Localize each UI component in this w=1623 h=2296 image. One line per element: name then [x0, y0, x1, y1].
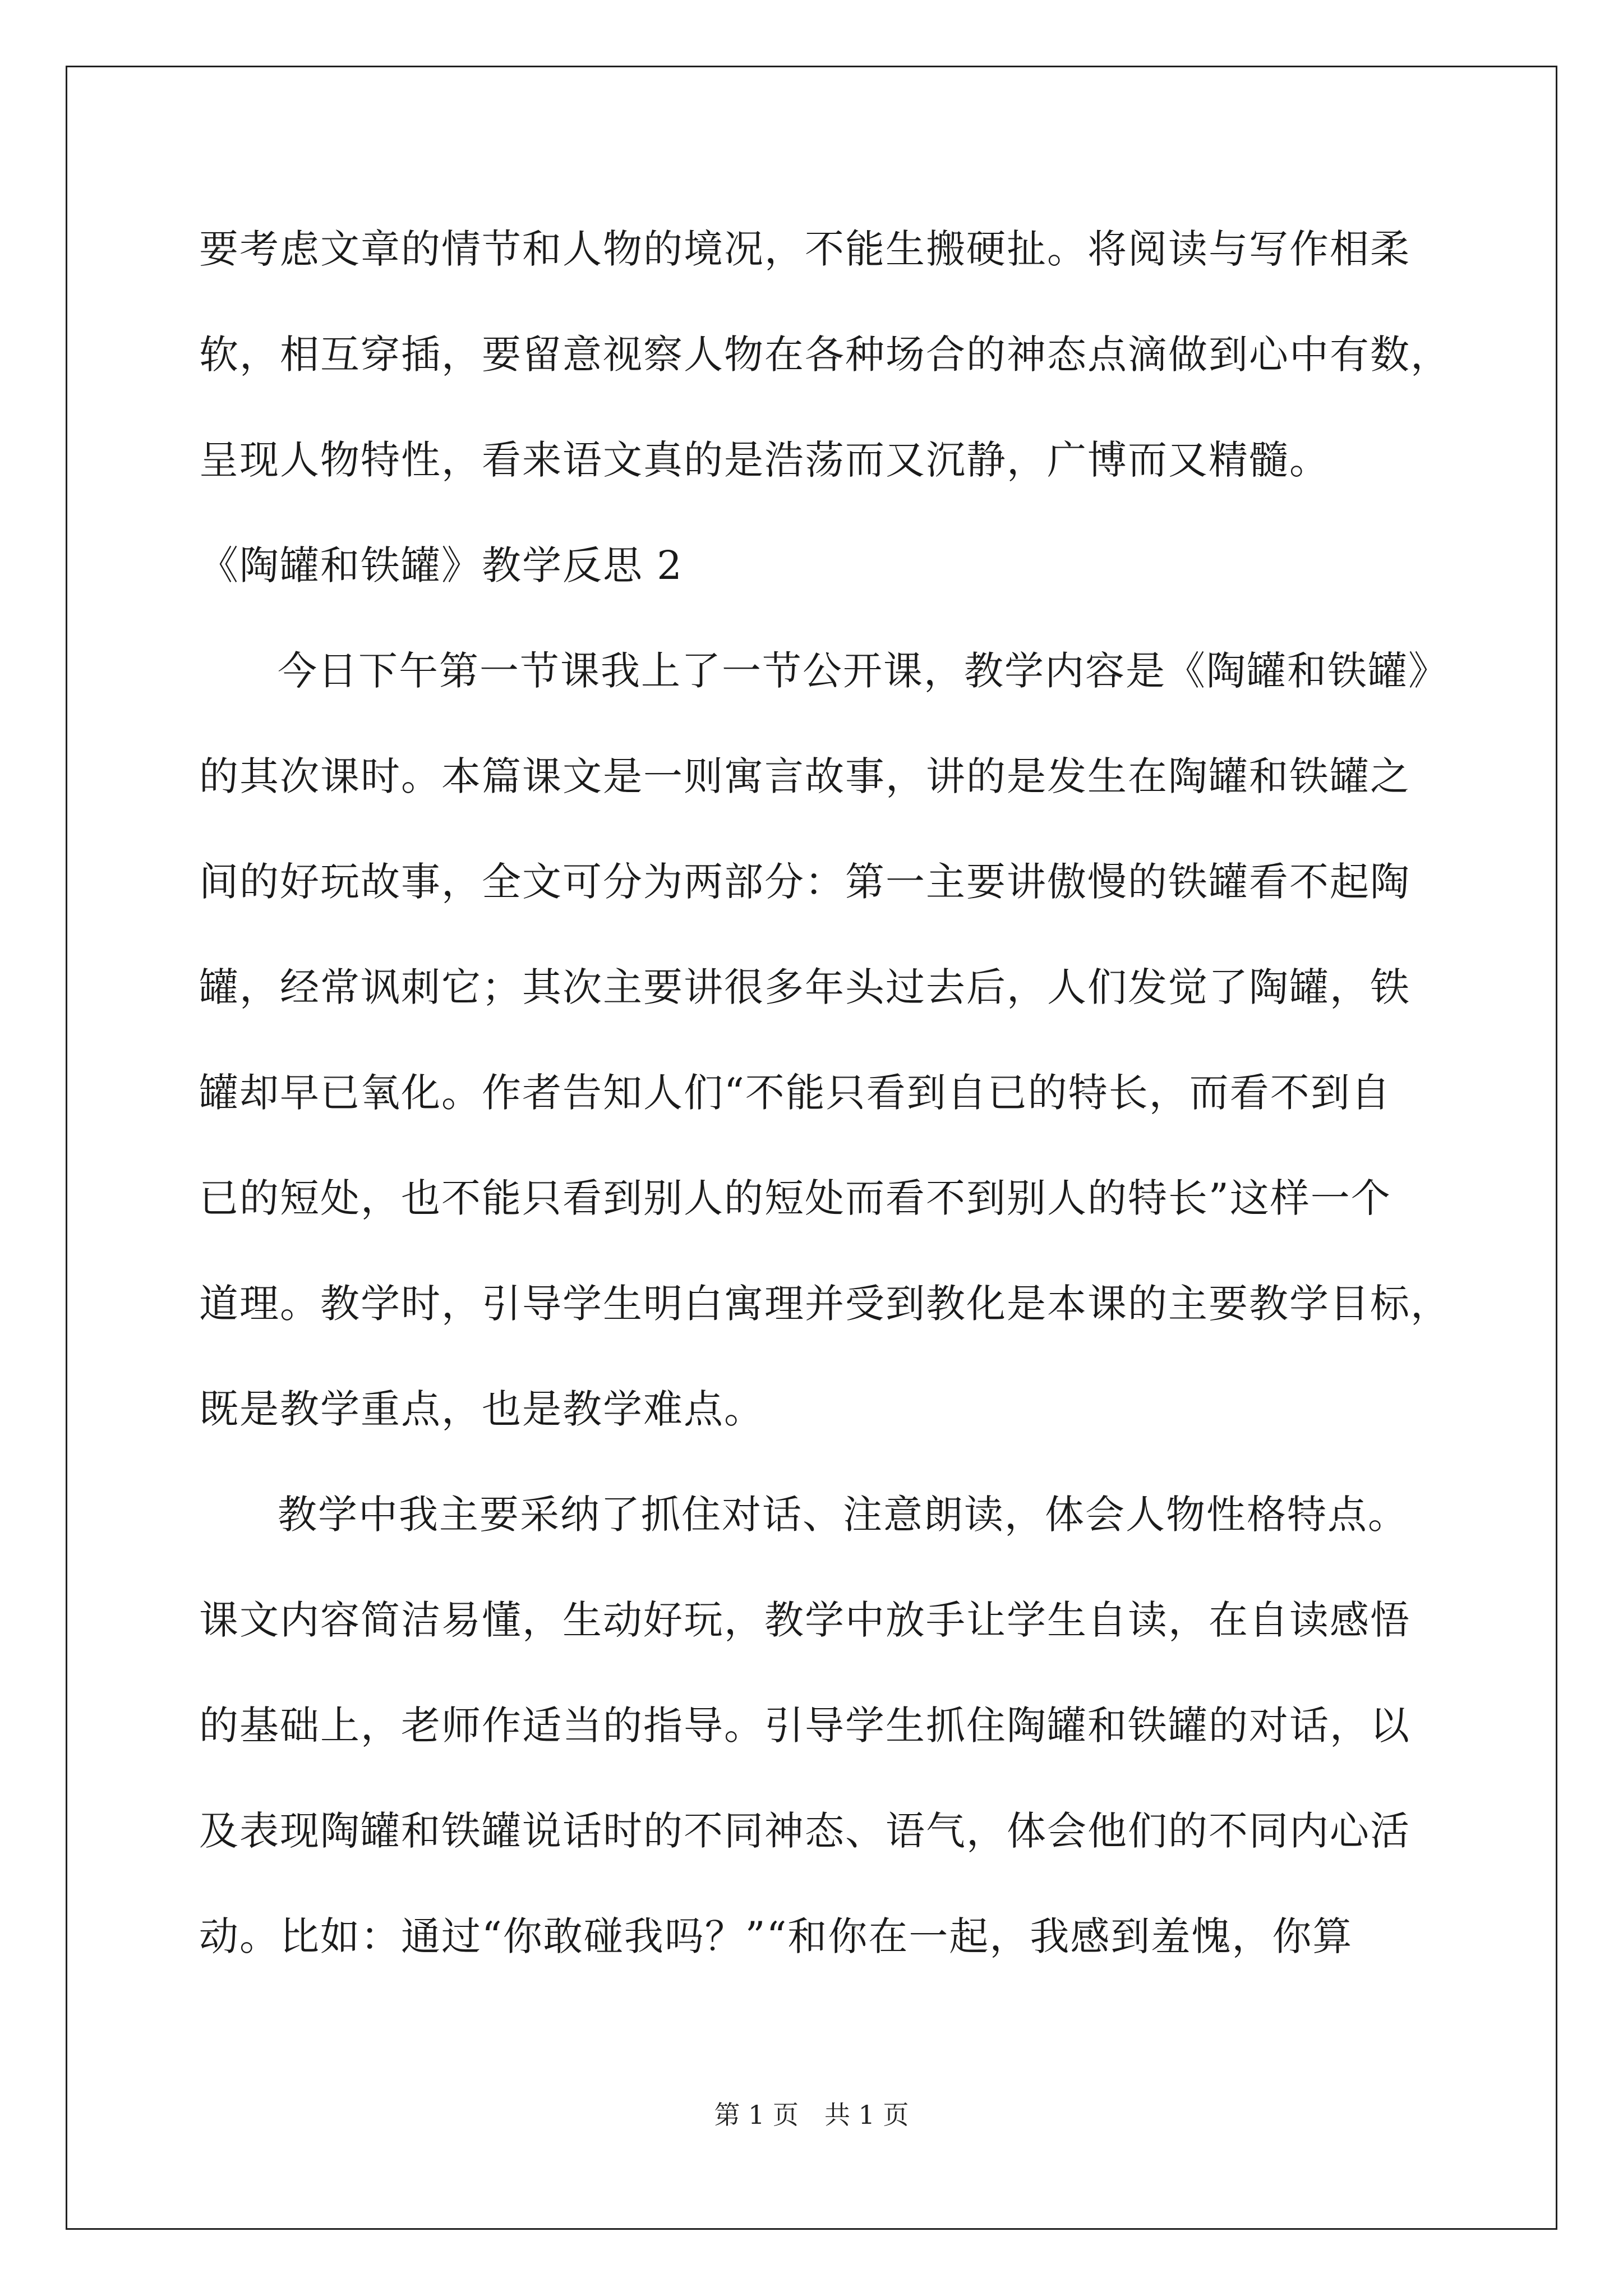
text-line: 罐却早已氧化。作者告知人们“不能只看到自已的特长，而看不到自 [199, 1070, 1391, 1116]
text-line: 要考虑文章的情节和人物的境况，不能生搬硬扯。将阅读与写作相柔 [199, 226, 1410, 272]
text-line: 动。比如：通过“你敢碰我吗？”“和你在一起，我感到羞愧，你算 [199, 1913, 1353, 1959]
text-line: 道理。教学时，引导学生明白寓理并受到教化是本课的主要教学目标， [199, 1281, 1451, 1327]
text-line: 既是教学重点，也是教学难点。 [199, 1386, 764, 1432]
section-heading: 《陶罐和铁罐》教学反思 2 [199, 542, 683, 588]
text-line: 间的好玩故事，全文可分为两部分：第一主要讲傲慢的铁罐看不起陶 [199, 859, 1410, 905]
document-body [199, 196, 1467, 1989]
text-line: 及表现陶罐和铁罐说话时的不同神态、语气，体会他们的不同内心活 [199, 1808, 1410, 1854]
text-line: 的基础上，老师作适当的指导。引导学生抓住陶罐和铁罐的对话，以 [199, 1703, 1410, 1749]
text-line: 的其次课时。本篇课文是一则寓言故事，讲的是发生在陶罐和铁罐之 [199, 753, 1410, 799]
text-line: 呈现人物特性，看来语文真的是浩荡而又沉静，广博而又精髓。 [199, 437, 1330, 483]
text-line: 软，相互穿插，要留意视察人物在各种场合的神态点滴做到心中有数， [199, 332, 1451, 378]
page-number-footer: 第 1 页 共 1 页 [714, 2100, 909, 2130]
paragraph-first-line: 今日下午第一节课我上了一节公开课，教学内容是《陶罐和铁罐》 [278, 648, 1449, 694]
text-line: 已的短处，也不能只看到别人的短处而看不到别人的特长”这样一个 [199, 1175, 1391, 1221]
paragraph-first-line: 教学中我主要采纳了抓住对话、注意朗读，体会人物性格特点。 [278, 1492, 1408, 1538]
text-line: 课文内容简洁易懂，生动好玩，教学中放手让学生自读，在自读感悟 [199, 1597, 1410, 1643]
text-line: 罐，经常讽刺它；其次主要讲很多年头过去后，人们发觉了陶罐，铁 [199, 964, 1410, 1010]
